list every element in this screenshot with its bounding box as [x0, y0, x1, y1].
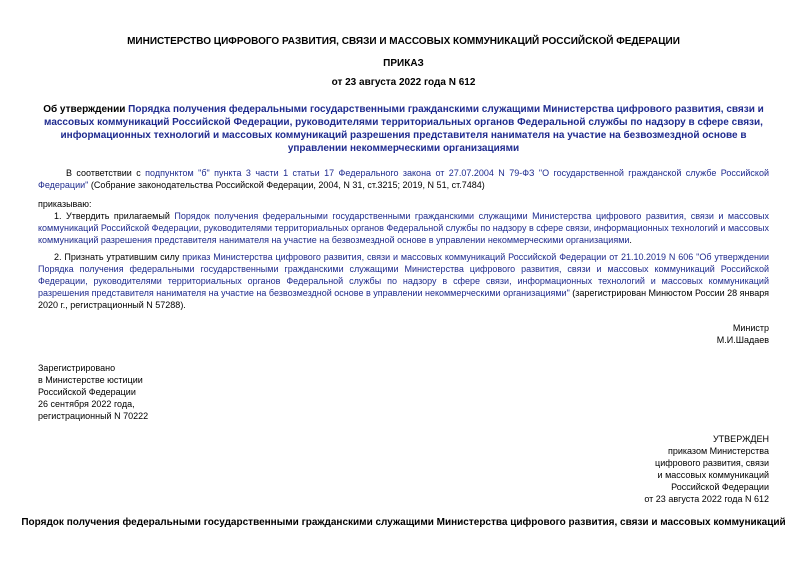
preamble-law-link[interactable]: подпунктом "б" пункта 3 части 1 статьи 17 Федерального закона от 27.07.2004 N 79-ФЗ "О государственной гражданской службе Российской Федерации" — [38, 168, 769, 190]
item-1-suffix: . — [629, 235, 632, 245]
document-title — [38, 103, 769, 155]
approved-line: цифрового развития, связи — [655, 458, 769, 468]
preamble-prefix: В соответствии с — [66, 168, 146, 178]
approved-line: Российской Федерации — [671, 482, 769, 492]
item-2-suffix: (зарегистрирован Минюстом России 28 января 2020 г., регистрационный N 57288). — [38, 288, 769, 310]
item-1-paragraph — [38, 210, 769, 246]
title-prefix: Об утверждении — [43, 104, 129, 115]
item-2-link[interactable]: приказ Министерства цифрового развития, связи и массовых коммуникаций Российской Федерации от 21.10.2019 N 606 "Об утверждении Порядка получения федеральными государственными гражданскими служащими Министерства цифрового развития, связи и массовых коммуникаций Российской Федерации, руководителями территориальных органов Федеральной службы по надзору в сфере связи, информационных технологий и массовых коммуникаций разрешения представителя нанимателя на участие на безвозмездной основе в управлении некоммерческими организациями" — [38, 252, 770, 298]
registration-line: регистрационный N 70222 — [38, 411, 149, 421]
approved-line: от 23 августа 2022 года N 612 — [644, 494, 769, 504]
doc-type: ПРИКАЗ — [383, 58, 424, 69]
approved-line: УТВЕРЖДЕН — [712, 434, 769, 444]
approved-block — [644, 433, 769, 505]
order-word: приказываю: — [38, 199, 92, 209]
title-link[interactable]: Порядка получения федеральными государственными гражданскими служащими Министерства цифрового развития, связи и массовых коммуникаций Российской Федерации, руководителями территориальных органов Федеральной службы по надзору в сфере связи, информационных технологий и массовых коммуникаций разрешения представителя нанимателя на участие на безвозмездной основе в управлении некоммерческими организациями — [44, 104, 764, 154]
registration-line: Зарегистрировано — [38, 363, 116, 373]
registration-block — [38, 362, 148, 422]
signature-name: М.И.Шадаев — [716, 335, 769, 345]
doc-date-number: от 23 августа 2022 года N 612 — [331, 77, 476, 88]
procedure-title: Порядок получения федеральными государственными гражданскими служащими Министерства цифрового развития, связи и массовых коммуникаций — [21, 517, 786, 528]
item-1-prefix: 1. Утвердить прилагаемый — [54, 211, 175, 221]
preamble-suffix: (Собрание законодательства Российской Федерации, 2004, N 31, ст.3215; 2019, N 51, ст.7484) — [88, 180, 485, 190]
item-2-prefix: 2. Признать утратившим силу — [54, 252, 183, 262]
preamble-paragraph — [38, 167, 769, 191]
registration-line: Российской Федерации — [38, 387, 136, 397]
signature-position: Министр — [732, 323, 769, 333]
registration-line: 26 сентября 2022 года, — [38, 399, 135, 409]
signature-block — [717, 322, 769, 346]
registration-line: в Министерстве юстиции — [38, 375, 143, 385]
ministry-heading: МИНИСТЕРСТВО ЦИФРОВОГО РАЗВИТИЯ, СВЯЗИ И МАССОВЫХ КОММУНИКАЦИЙ РОССИЙСКОЙ ФЕДЕРАЦИИ — [127, 36, 680, 47]
approved-line: приказом Министерства — [667, 446, 769, 456]
approved-line: и массовых коммуникаций — [657, 470, 769, 480]
item-2-paragraph — [38, 251, 769, 311]
item-1-link[interactable]: Порядок получения федеральными государственными гражданскими служащими Министерства цифрового развития, связи и массовых коммуникаций Российской Федерации, руководителями территориальных органов Федеральной службы по надзору в сфере связи, информационных технологий и массовых коммуникаций разрешения представителя нанимателя на участие на безвозмездной основе в управлении некоммерческими организациями — [38, 211, 769, 245]
